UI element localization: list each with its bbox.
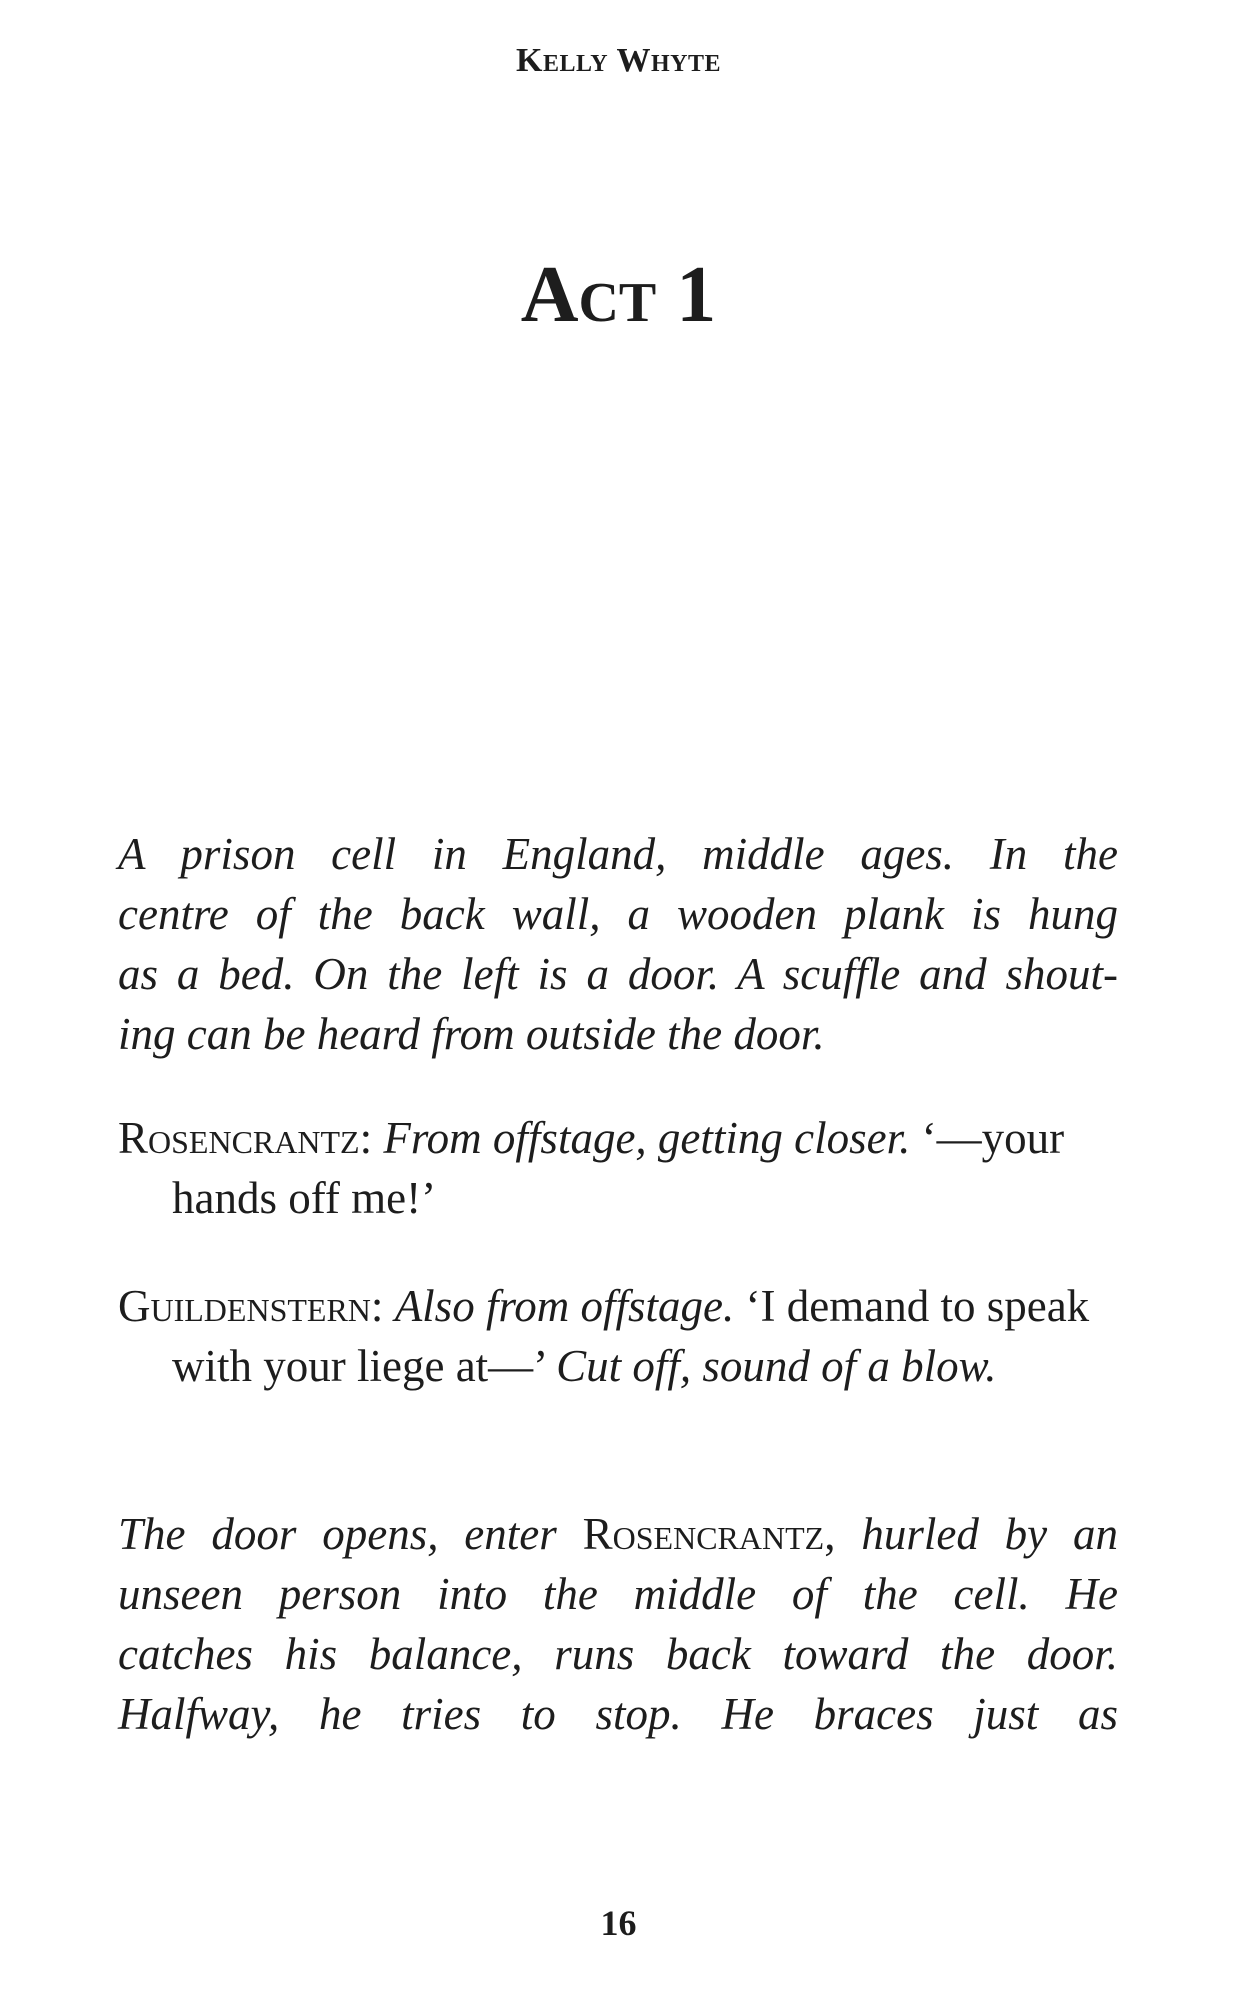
stage-direction-text: hurled by an bbox=[861, 1509, 1118, 1559]
character-name: Rosencrantz, bbox=[582, 1509, 836, 1559]
stage-direction-entrance bbox=[118, 1504, 1118, 1744]
speech-direction: From offstage, getting closer. bbox=[383, 1113, 911, 1163]
stage-direction-line: catches his balance, runs back toward the door. bbox=[118, 1629, 1118, 1679]
speaker-name: Rosencrantz bbox=[118, 1113, 360, 1163]
stage-direction-line bbox=[118, 1504, 1118, 1564]
stage-direction-line: centre of the back wall, a wooden plank is hung bbox=[118, 889, 1118, 939]
running-header: Kelly Whyte bbox=[516, 42, 721, 79]
stage-direction-line: unseen person into the middle of the cell. He bbox=[118, 1569, 1118, 1619]
speaker-colon: : bbox=[370, 1281, 384, 1331]
speaker-colon: : bbox=[359, 1113, 373, 1163]
speech-rosencrantz bbox=[118, 1108, 1172, 1228]
page-number: 16 bbox=[600, 1903, 637, 1943]
stage-direction-line: as a bed. On the left is a door. A scuffle and shout- bbox=[118, 949, 1118, 999]
stage-direction-line: ing can be heard from outside the door. bbox=[118, 1009, 825, 1059]
act-title: Act 1 bbox=[520, 251, 717, 339]
speech-dialogue: ‘—your hands off me!’ bbox=[172, 1113, 1065, 1223]
speech-direction: Also from offstage. bbox=[394, 1281, 735, 1331]
stage-direction-text: The door opens, enter bbox=[118, 1509, 557, 1559]
speech-direction-after: Cut off, sound of a blow. bbox=[556, 1341, 997, 1391]
stage-direction-line: A prison cell in England, middle ages. In the bbox=[118, 829, 1118, 879]
speech-guildenstern bbox=[118, 1276, 1172, 1396]
speech-dialogue: ‘I demand to speak with your liege at—’ bbox=[172, 1281, 1090, 1391]
speaker-name: Guildenstern bbox=[118, 1281, 371, 1331]
stage-direction-line: Halfway, he tries to stop. He braces just as bbox=[118, 1689, 1118, 1739]
stage-direction-opening bbox=[118, 824, 1118, 1064]
